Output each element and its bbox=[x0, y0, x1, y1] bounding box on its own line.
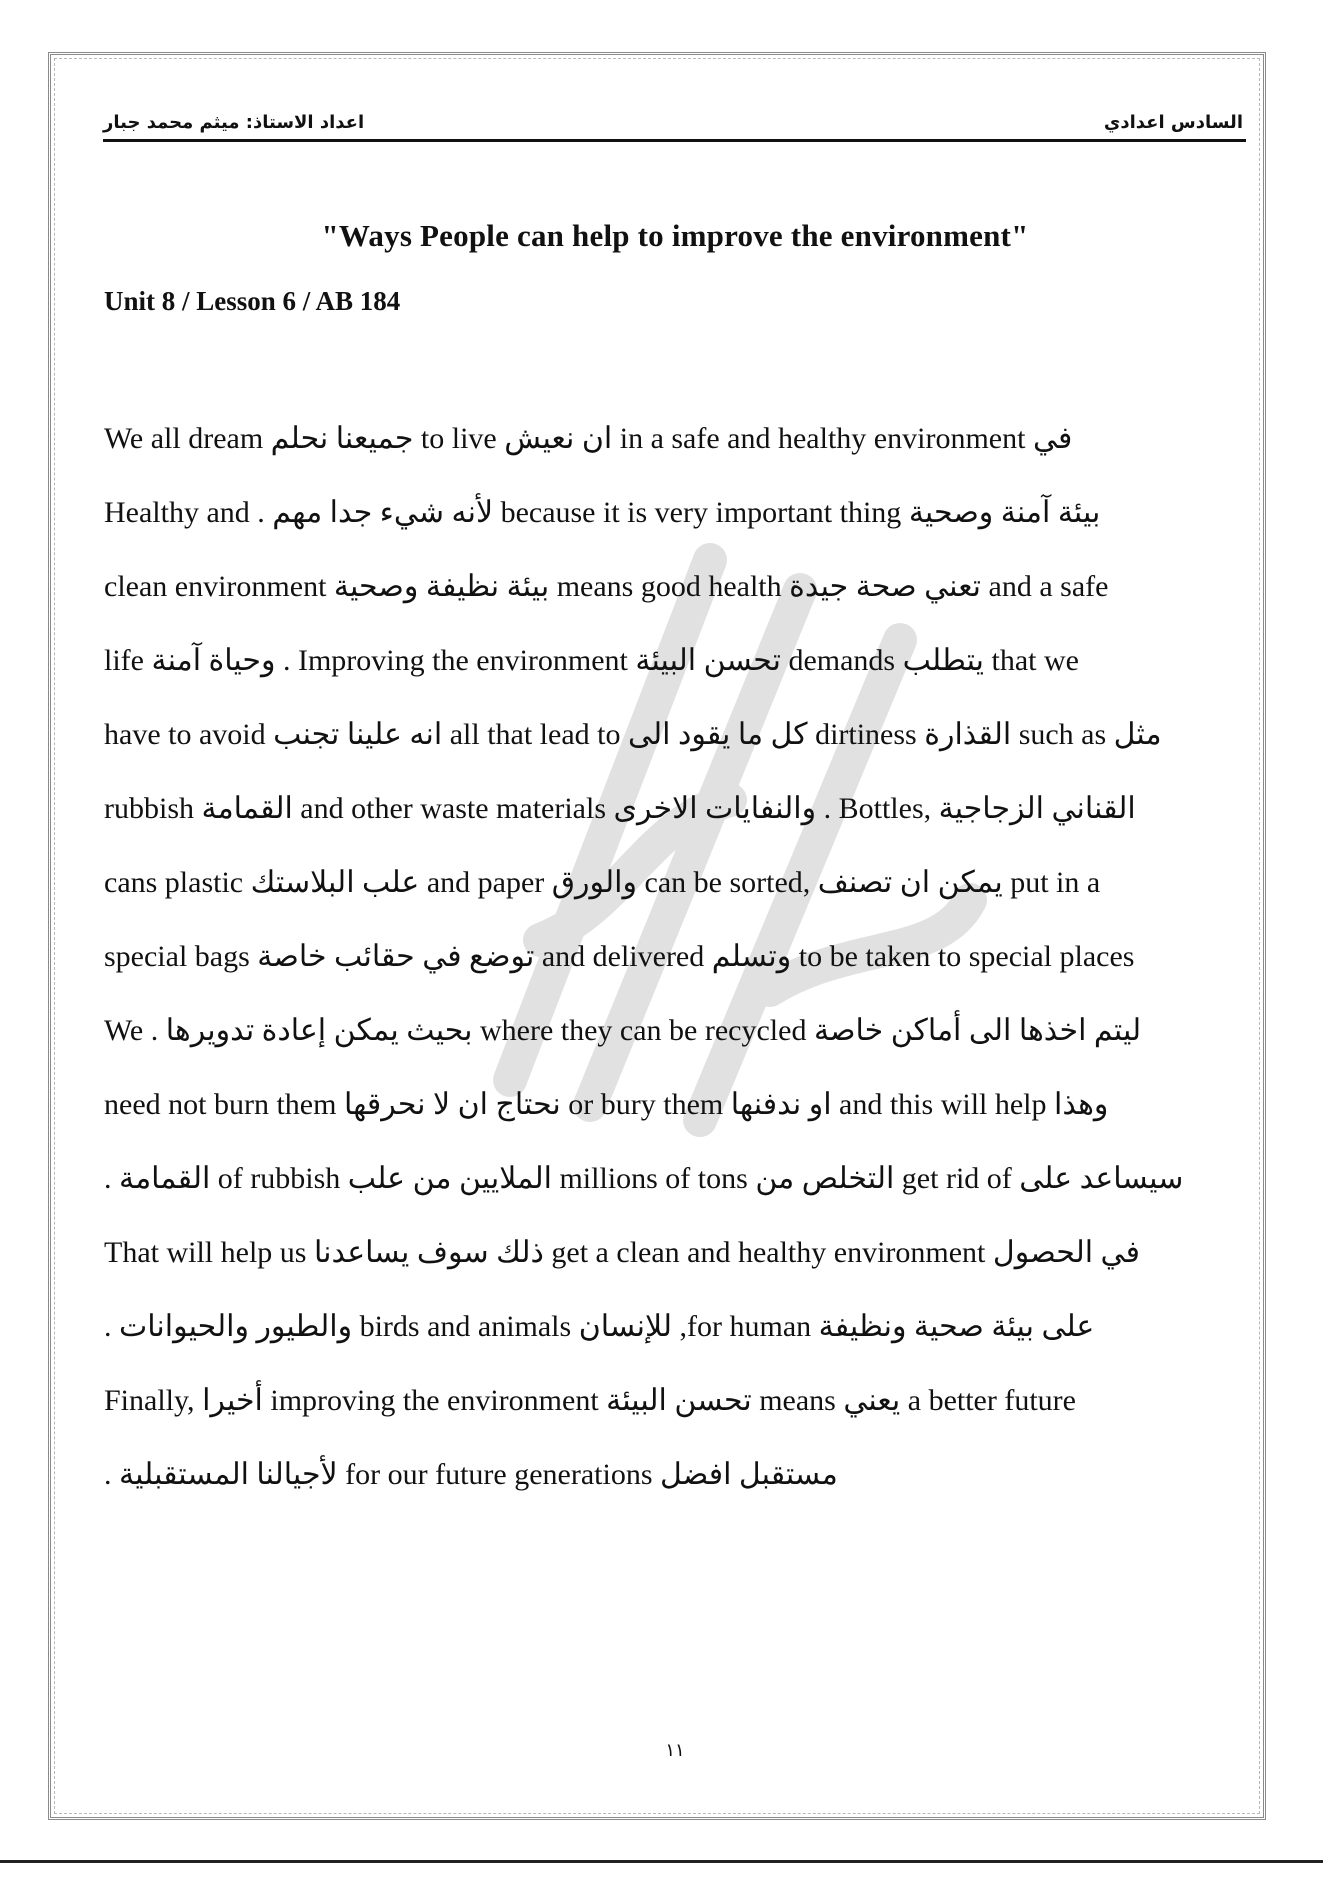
header-rule bbox=[103, 139, 1246, 142]
bottom-rule bbox=[0, 1860, 1323, 1863]
text-line: rubbish القمامة and other waste materials والنفايات الاخرى . Bottles, القناني الزجاجية bbox=[104, 792, 1136, 825]
text-line: سيساعد على get rid of التخلص من millions of tons الملايين من علب of rubbish القمامة . bbox=[104, 1162, 1184, 1195]
text-line: clean environment بيئة نظيفة وصحية means good health تعني صحة جيدة and a safe bbox=[104, 570, 1109, 603]
text-line: We all dream جميعنا نحلم to live ان نعيش in a safe and healthy environment في bbox=[104, 422, 1073, 455]
text-line: have to avoid انه علينا تجنب all that lead to كل ما يقود الى dirtiness القذارة such as مثل bbox=[104, 718, 1162, 751]
text-line: That will help us ذلك سوف يساعدنا get a clean and healthy environment في الحصول bbox=[104, 1236, 1140, 1269]
document-title: "Ways People can help to improve the environment" bbox=[321, 218, 1029, 253]
author-label: اعداد الاستاذ: ميثم محمد جبار bbox=[103, 112, 365, 133]
text-line: على بيئة صحية ونظيفة for human, للإنسان birds and animals والطيور والحيوانات . bbox=[104, 1310, 1095, 1343]
document-subtitle: Unit 8 / Lesson 6 / AB 184 bbox=[104, 286, 401, 316]
text-line: مستقبل افضل for our future generations لأجيالنا المستقبلية . bbox=[104, 1458, 838, 1491]
page-number: ١١ bbox=[665, 1740, 685, 1761]
text-line: need not burn them نحتاج ان لا نحرقها or bury them او ندفنها and this will help وهذا bbox=[104, 1088, 1109, 1121]
text-line: special bags توضع في حقائب خاصة and delivered وتسلم to be taken to special places bbox=[104, 940, 1135, 973]
text-line: cans plastic علب البلاستك and paper والورق can be sorted, يمكن ان تصنف put in a bbox=[104, 866, 1101, 899]
text-line: بيئة آمنة وصحية because it is very important thing لأنه شيء جدا مهم . Healthy and bbox=[104, 496, 1101, 529]
text-line: Finally, أخيرا improving the environment تحسن البيئة means يعني a better future bbox=[104, 1384, 1076, 1417]
page-header bbox=[103, 108, 1243, 138]
text-line: ليتم اخذها الى أماكن خاصة where they can be recycled بحيث يمكن إعادة تدويرها . We bbox=[104, 1014, 1142, 1047]
grade-label: السادس اعدادي bbox=[1103, 112, 1243, 133]
text-line: life وحياة آمنة . Improving the environment تحسن البيئة demands يتطلب that we bbox=[104, 644, 1079, 677]
